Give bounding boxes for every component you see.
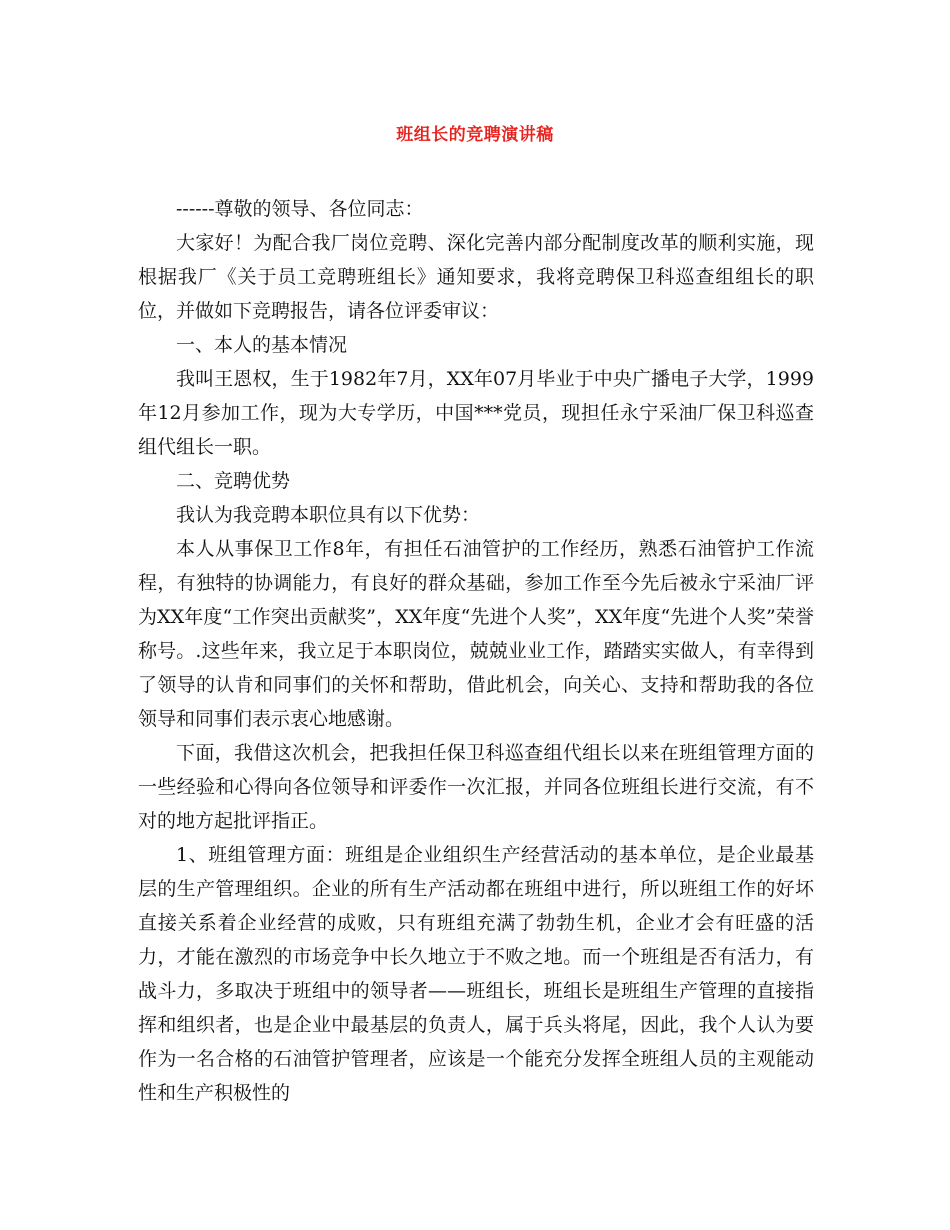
paragraph-advantages-intro: 我认为我竞聘本职位具有以下优势： xyxy=(176,504,481,526)
paragraph-advantages-detail: 本人从事保卫工作8年，有担任石油管护的工作经历，熟悉石油管护工作流程，有独特的协调能力，有良好的群众基础，参加工作至今先后被永宁采油厂评为XX年度“工作突出贡献奖”，XX年度“先进个人奖”，XX年度“先进个人奖”荣誉称号。.这些年来，我立足于本职岗位，兢兢业业工作，踏踏实实做人，有幸得到了领导的认肯和同事们的关怀和帮助，借此机会，向关心、支持和帮助我的各位领导和同事们表示衷心地感谢。 xyxy=(138,538,814,730)
paragraph-basic-info: 我叫王恩权，生于1982年7月，XX年07月毕业于中央广播电子大学，1999年12月参加工作，现为大专学历，中国***党员，现担任永宁采油厂保卫科巡查组代组长一职。 xyxy=(138,368,814,458)
paragraph-team-management: 1、班组管理方面：班组是企业组织生产经营活动的基本单位，是企业最基层的生产管理组织。企业的所有生产活动都在班组中进行，所以班组工作的好坏直接关系着企业经营的成败，只有班组充满了勃勃生机，企业才会有旺盛的活力，才能在激烈的市场竞争中长久地立于不败之地。而一个班组是否有活力，有战斗力，多取决于班组中的领导者——班组长，班组长是班组生产管理的直接指挥和组织者，也是企业中最基层的负责人，属于兵头将尾，因此，我个人认为要作为一名合格的石油管护管理者，应该是一个能充分发挥全班组人员的主观能动性和生产积极性的 xyxy=(138,844,814,1104)
document-title: 班组长的竞聘演讲稿 xyxy=(396,125,554,145)
section-heading-advantages: 二、竞聘优势 xyxy=(176,470,291,492)
paragraph-report-intro: 下面，我借这次机会，把我担任保卫科巡查组代组长以来在班组管理方面的一些经验和心得向各位领导和评委作一次汇报，并同各位班组长进行交流，有不对的地方起批评指正。 xyxy=(138,742,814,832)
paragraph-greeting: 大家好！为配合我厂岗位竞聘、深化完善内部分配制度改革的顺利实施，现根据我厂《关于员工竞聘班组长》通知要求，我将竞聘保卫科巡查组组长的职位，并做如下竞聘报告，请各位评委审议： xyxy=(138,232,814,322)
paragraph-salutation: ------尊敬的领导、各位同志： xyxy=(176,198,424,220)
section-heading-basic-info: 一、本人的基本情况 xyxy=(176,334,348,356)
document-body xyxy=(138,192,814,1110)
